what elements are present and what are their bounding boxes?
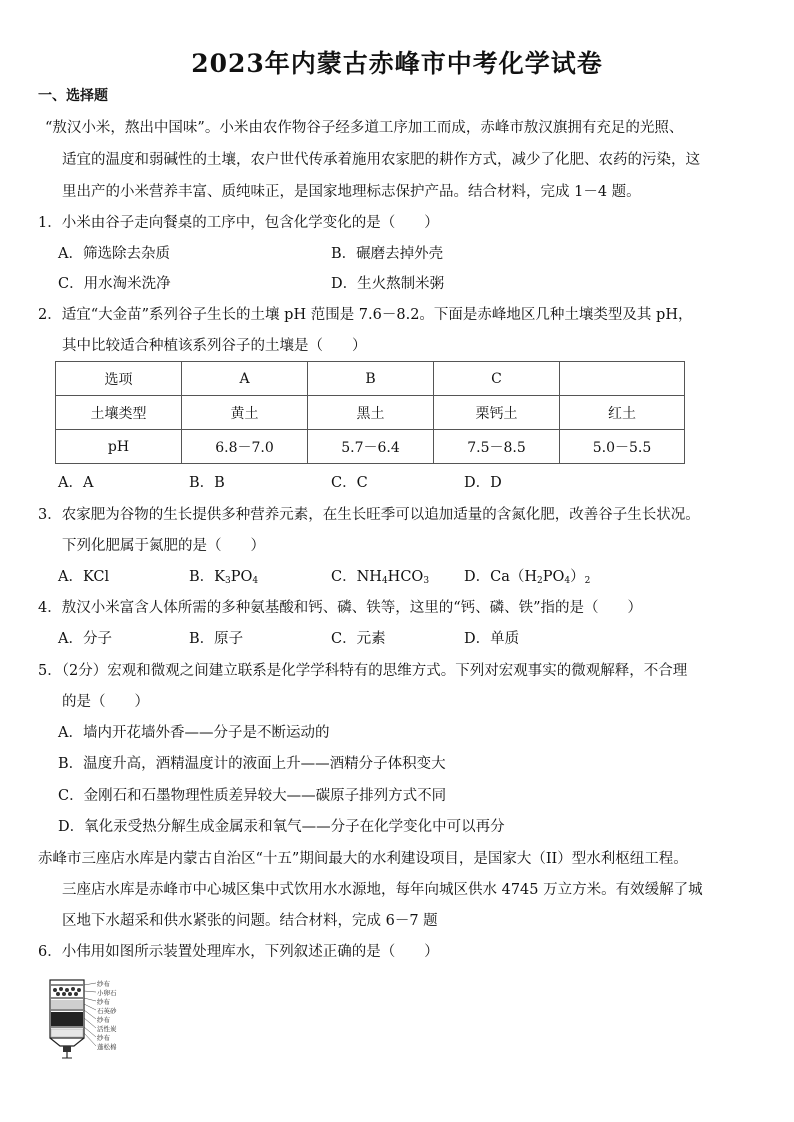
question-3-option-d[interactable] (464, 567, 590, 591)
intro-paragraph-line: 里出产的小米营养丰富、质纯味正，是国家地理标志保护产品。结合材料，完成 1－4 题。 (62, 184, 641, 200)
question-1-option-b[interactable]: B．碾磨去掉外壳 (331, 246, 444, 262)
intro-paragraph-line: “敖汉小米，熬出中国味”。小米由农作物谷子经多道工序加工而成，赤峰市敖汉旗拥有充足的光照、 (45, 120, 684, 136)
table-cell: pH (56, 430, 182, 464)
table-cell: 选项 (56, 362, 182, 396)
question-2-option-d[interactable]: D．D (464, 475, 502, 491)
table-row (56, 430, 685, 464)
question-1-option-d[interactable]: D．生火熬制米粥 (331, 276, 445, 292)
formula-text: ） (570, 569, 585, 585)
table-cell: 土壤类型 (56, 396, 182, 430)
question-3-stem: 3．农家肥为谷物的生长提供多种营养元素，在生长旺季可以追加适量的含氮化肥，改善谷子生长状况。 (38, 507, 700, 523)
question-4-option-a[interactable]: A．分子 (58, 631, 112, 647)
question-5-option-c[interactable]: C．金刚石和石墨物理性质差异较大——碳原子排列方式不同 (58, 788, 447, 804)
intro-paragraph-line: 适宜的温度和弱碱性的土壤，农户世代传承着施用农家肥的耕作方式，减少了化肥、农药的污染，这 (62, 152, 700, 168)
formula-text: HCO (387, 569, 424, 585)
water-filter-diagram (42, 978, 142, 1060)
table-cell: 5.7－6.4 (308, 430, 434, 464)
filter-label: 石英砂 (97, 1007, 117, 1015)
page-title: 2023年内蒙古赤峰市中考化学试卷 (191, 49, 603, 78)
question-1-stem: 1．小米由谷子走向餐桌的工序中，包含化学变化的是（ ） (38, 215, 439, 231)
filter-label: 纱布 (97, 1016, 110, 1024)
question-5-stem: 的是（ ） (62, 694, 149, 710)
subscript: 3 (423, 576, 430, 586)
question-1-option-c[interactable]: C．用水淘米洗净 (58, 276, 171, 292)
filter-label: 纱布 (97, 980, 110, 988)
table-cell: 7.5－8.5 (434, 430, 560, 464)
question-5-option-d[interactable]: D．氧化汞受热分解生成金属汞和氧气——分子在化学变化中可以再分 (58, 819, 505, 835)
question-2-option-c[interactable]: C．C (331, 475, 368, 491)
subscript: 4 (252, 576, 259, 586)
subscript: 2 (584, 576, 591, 586)
filter-label: 小卵石 (97, 989, 117, 997)
section-heading: 一、选择题 (38, 88, 108, 104)
table-cell: 6.8－7.0 (182, 430, 308, 464)
question-4-option-c[interactable]: C．元素 (331, 631, 386, 647)
soil-ph-table (55, 361, 685, 464)
table-cell: C (434, 362, 560, 396)
subscript: 3 (225, 576, 231, 586)
table-cell (560, 362, 685, 396)
question-1-option-a[interactable]: A．筛选除去杂质 (58, 246, 170, 262)
table-cell: 黄土 (182, 396, 308, 430)
question-3-stem: 下列化肥属于氮肥的是（ ） (62, 538, 265, 554)
filter-label: 活性炭 (97, 1025, 117, 1033)
formula-text: PO (230, 569, 253, 585)
question-3-option-c[interactable] (331, 567, 429, 591)
question-3-option-a[interactable]: A．KCl (58, 569, 110, 585)
question-5-option-a[interactable]: A．墙内开花墙外香——分子是不断运动的 (58, 725, 330, 741)
filter-label: 纱布 (97, 1034, 110, 1042)
question-5-stem: 5．（2分）宏观和微观之间建立联系是化学学科特有的思维方式。下列对宏观事实的微观解释，不合理 (38, 663, 688, 679)
table-cell: B (308, 362, 434, 396)
intro-paragraph-line: 区地下水超采和供水紧张的问题。结合材料，完成 6－7 题 (62, 913, 438, 929)
question-2-stem: 2．适宜“大金苗”系列谷子生长的土壤 pH 范围是 7.6－8.2。下面是赤峰地区几种土壤类型及其 pH， (38, 307, 693, 323)
question-4-stem: 4．敖汉小米富含人体所需的多种氨基酸和钙、磷、铁等，这里的“钙、磷、铁”指的是（ ） (38, 600, 643, 616)
intro-paragraph-line: 三座店水库是赤峰市中心城区集中式饮用水水源地，每年向城区供水 4745 万立方米。有效缓解了城 (62, 882, 703, 898)
question-6-stem: 6．小伟用如图所示装置处理库水，下列叙述正确的是（ ） (38, 944, 439, 960)
question-2-stem: 其中比较适合种植该系列谷子的土壤是（ ） (62, 338, 367, 354)
table-cell: 黑土 (308, 396, 434, 430)
table-row (56, 396, 685, 430)
formula-text: D．Ca（H (464, 569, 538, 585)
subscript: 4 (381, 576, 388, 586)
question-2-option-a[interactable]: A．A (58, 475, 94, 491)
subscript: 4 (564, 576, 571, 586)
question-3-option-b[interactable] (189, 567, 258, 591)
table-cell: A (182, 362, 308, 396)
question-5-option-b[interactable]: B．温度升高，酒精温度计的液面上升——酒精分子体积变大 (58, 756, 446, 772)
table-cell: 5.0－5.5 (560, 430, 685, 464)
question-2-option-b[interactable]: B．B (189, 475, 225, 491)
subscript: 2 (537, 576, 543, 586)
intro-paragraph-line: 赤峰市三座店水库是内蒙古自治区“十五”期间最大的水利建设项目，是国家大（II）型水利枢纽工程。 (38, 851, 688, 867)
formula-text: B．K (189, 569, 225, 585)
formula-text: PO (542, 569, 565, 585)
formula-text: C．NH (331, 569, 382, 585)
table-cell: 栗钙土 (434, 396, 560, 430)
table-row (56, 362, 685, 396)
question-4-option-b[interactable]: B．原子 (189, 631, 244, 647)
filter-label: 纱布 (97, 998, 110, 1006)
table-cell: 红土 (560, 396, 685, 430)
filter-label: 蓬松棉 (97, 1043, 117, 1051)
question-4-option-d[interactable]: D．单质 (464, 631, 520, 647)
